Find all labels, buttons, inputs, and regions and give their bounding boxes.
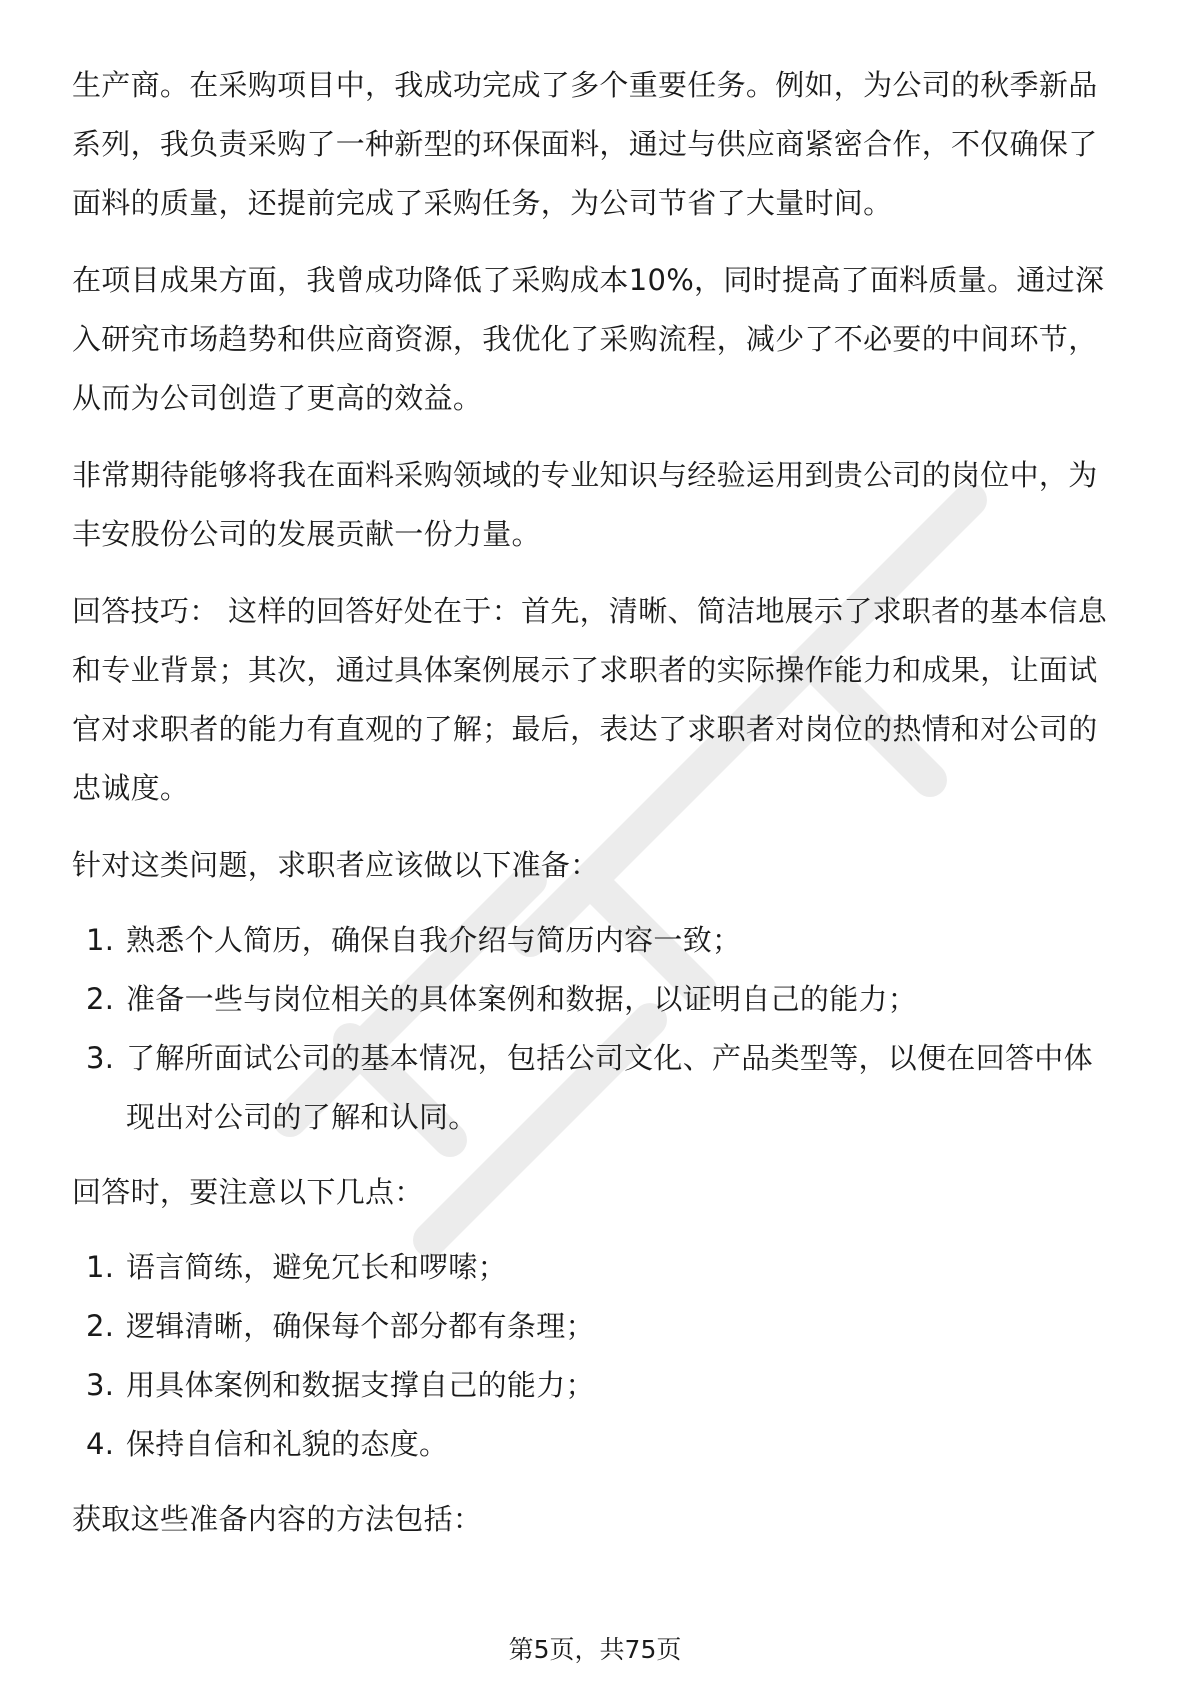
paragraph-closing: 非常期待能够将我在面料采购领域的专业知识与经验运用到贵公司的岗位中，为丰安股份公司的发展贡献一份力量。 xyxy=(72,458,1098,551)
list-item-number: 4. xyxy=(86,1427,115,1461)
list-item-text: 语言简练，避免冗长和啰嗦； xyxy=(126,1250,507,1284)
list-item-number: 2. xyxy=(86,982,115,1016)
paragraph-methods-heading: 获取这些准备内容的方法包括： xyxy=(72,1502,483,1536)
list-item xyxy=(72,970,1122,1029)
paragraph-intro: 生产商。在采购项目中，我成功完成了多个重要任务。例如，为公司的秋季新品系列，我负责采购了一种新型的环保面料，通过与供应商紧密合作，不仅确保了面料的质量，还提前完成了采购任务，为公司节省了大量时间。 xyxy=(72,68,1098,220)
list-item xyxy=(72,1238,1122,1297)
list-item xyxy=(72,1356,1122,1415)
list-item-text: 准备一些与岗位相关的具体案例和数据，以证明自己的能力； xyxy=(126,982,918,1016)
paragraph-results: 在项目成果方面，我曾成功降低了采购成本10%，同时提高了面料质量。通过深入研究市场趋势和供应商资源，我优化了采购流程，减少了不必要的中间环节，从而为公司创造了更高的效益。 xyxy=(72,263,1105,415)
list-item-number: 2. xyxy=(86,1309,115,1343)
list-item-number: 3. xyxy=(86,1368,115,1402)
notes-list xyxy=(72,1238,1122,1474)
list-item xyxy=(72,1029,1122,1147)
prepare-list xyxy=(72,911,1122,1147)
list-item xyxy=(72,1297,1122,1356)
list-item-text: 熟悉个人简历，确保自我介绍与简历内容一致； xyxy=(126,923,742,957)
list-item xyxy=(72,1415,1122,1474)
list-item-text: 用具体案例和数据支撑自己的能力； xyxy=(126,1368,595,1402)
paragraph-notes-heading: 回答时，要注意以下几点： xyxy=(72,1175,424,1209)
document-body xyxy=(72,56,1122,1549)
list-item-number: 1. xyxy=(86,1250,115,1284)
list-item-text: 逻辑清晰，确保每个部分都有条理； xyxy=(126,1309,595,1343)
paragraph-tips: 回答技巧： 这样的回答好处在于：首先，清晰、简洁地展示了求职者的基本信息和专业背景；其次，通过具体案例展示了求职者的实际操作能力和成果，让面试官对求职者的能力有直观的了解；最后，表达了求职者对岗位的热情和对公司的忠诚度。 xyxy=(72,594,1108,805)
list-item-text: 了解所面试公司的基本情况，包括公司文化、产品类型等，以便在回答中体现出对公司的了解和认同。 xyxy=(126,1041,1093,1134)
list-item-text: 保持自信和礼貌的态度。 xyxy=(126,1427,449,1461)
list-item-number: 3. xyxy=(86,1041,115,1075)
paragraph-prepare-heading: 针对这类问题，求职者应该做以下准备： xyxy=(72,848,600,882)
page-number: 第5页，共75页 xyxy=(508,1635,682,1664)
list-item-number: 1. xyxy=(86,923,115,957)
list-item xyxy=(72,911,1122,970)
